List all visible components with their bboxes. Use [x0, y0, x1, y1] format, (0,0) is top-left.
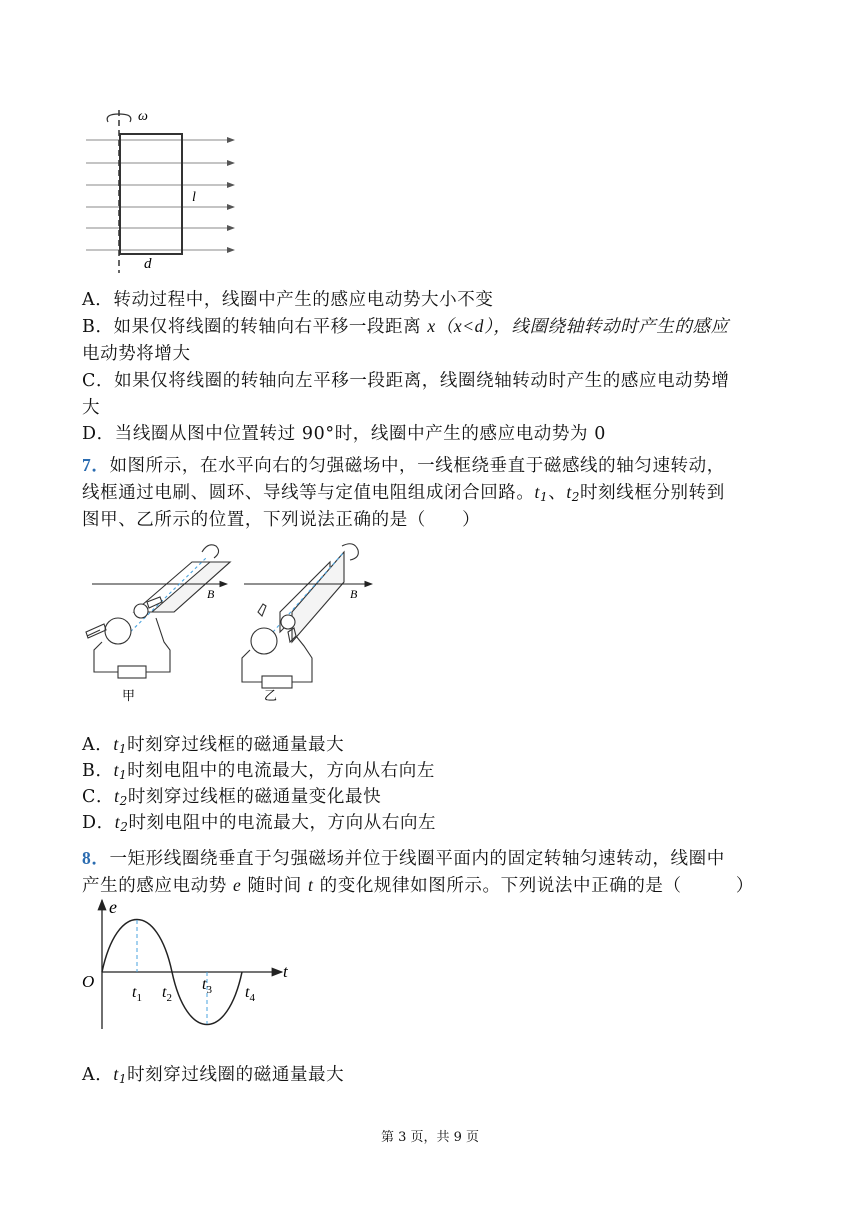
t-sub-2: 2: [119, 794, 128, 808]
t-sub-1: 1: [118, 1072, 128, 1086]
q7-option-a-label: A．: [82, 735, 114, 755]
q8-stem-text2b: 随时间: [241, 876, 308, 896]
t-sub-1: 1: [119, 768, 128, 782]
q6-option-b-line1: [82, 313, 729, 338]
tick-t4: $t_4$: [245, 984, 255, 1004]
q8-option-a-label: A．: [82, 1065, 114, 1085]
q7-option-a-text: 时刻穿过线框的磁通量最大: [127, 735, 345, 755]
q8-option-a: [82, 1061, 344, 1086]
t-sub-2: 2: [571, 490, 581, 504]
q7-option-d: [82, 809, 436, 834]
q6-option-c-line2: 大: [82, 398, 101, 418]
q7-stem-text2a: 线框通过电刷、圆环、导线等与定值电阻组成闭合回路。: [82, 483, 535, 503]
q6-option-c-line1: C．如果仅将线圈的转轴向左平移一段距离，线圈绕轴转动时产生的感应电动势增: [82, 371, 730, 391]
tick-t2: $t_2$: [162, 984, 172, 1004]
generator-figure: [82, 532, 382, 707]
q7-stem-text1: 如图所示，在水平向右的匀强磁场中，一线框绕垂直于磁感线的轴匀速转动，: [109, 456, 725, 476]
q6-option-b-expr: x（x<d），线圈绕轴转动时产生的感应: [427, 316, 729, 336]
origin-label: O: [82, 972, 95, 991]
t-symbol: t: [566, 482, 572, 502]
q6-option-d: D．当线圈从图中位置转过 90°时，线圈中产生的感应电动势为 0: [82, 424, 607, 444]
q7-option-b-text: 时刻电阻中的电流最大，方向从右向左: [127, 761, 435, 781]
q7-option-c: [82, 783, 381, 808]
q6-option-b-text: B．如果仅将线圈的转轴向右平移一段距离: [82, 317, 428, 337]
q8-stem-text2c: 的变化规律如图所示。下列说法中正确的是（ ）: [313, 876, 755, 896]
t-symbol: t: [114, 812, 121, 832]
q8-stem-line2: [82, 872, 754, 897]
axis-e-label: e: [109, 897, 117, 917]
coil-field-figure: [82, 108, 252, 273]
q7-option-b-label: B．: [82, 761, 114, 781]
q8-stem-text2a: 产生的感应电动势: [82, 876, 233, 896]
d-label: d: [144, 256, 152, 272]
q7-option-a: [82, 731, 344, 756]
q8-stem-e: e: [232, 875, 242, 895]
q7-stem-text2b: 时刻线框分别转到: [580, 483, 725, 503]
q8-number: 8．: [82, 848, 110, 868]
t-symbol: t: [113, 760, 120, 780]
b-label-jia: B: [207, 587, 215, 601]
q8-stem-text1: 一矩形线圈绕垂直于匀强磁场并位于线圈平面内的固定转轴匀速转动，线圈中: [109, 849, 725, 869]
t-symbol: t: [113, 1064, 119, 1084]
axis-t-label: t: [283, 962, 288, 981]
q7-stem-line2: [82, 479, 725, 504]
figure-jia: [86, 545, 230, 678]
emf-time-graph: [82, 897, 302, 1032]
tick-t3: $t_3$: [202, 976, 212, 996]
tick-t1: $t_1$: [132, 984, 142, 1004]
label-yi: 乙: [264, 689, 278, 704]
t-sub-1: 1: [118, 742, 128, 756]
q7-stem-line1: [82, 452, 725, 477]
q8-stem-line1: [82, 845, 725, 870]
figure-yi: [242, 544, 372, 688]
q7-option-c-text: 时刻穿过线框的磁通量变化最快: [127, 787, 382, 807]
page-footer: 第 3 页，共 9 页: [380, 1130, 480, 1145]
q7-number: 7．: [82, 455, 110, 475]
q6-option-a: A．转动过程中，线圈中产生的感应电动势大小不变: [82, 290, 494, 310]
q6-option-b-line2: 电动势将增大: [82, 344, 191, 364]
q8-option-a-text: 时刻穿过线圈的磁通量最大: [127, 1065, 345, 1085]
b-label-yi: B: [350, 587, 358, 601]
t-symbol: t: [534, 482, 540, 502]
t-symbol: t: [114, 786, 120, 806]
q7-stem-line3: 图甲、乙所示的位置，下列说法正确的是（ ）: [82, 510, 481, 530]
separator: 、: [548, 483, 567, 503]
q8-stem-t: t: [307, 875, 314, 895]
label-jia: 甲: [122, 689, 136, 704]
t-symbol: t: [113, 734, 119, 754]
omega-label: ω: [138, 109, 148, 124]
t-sub-1: 1: [539, 490, 549, 504]
t-sub-2: 2: [120, 820, 129, 834]
q7-option-d-label: D．: [82, 813, 115, 833]
q7-option-d-text: 时刻电阻中的电流最大，方向从右向左: [128, 813, 437, 833]
q7-option-b: [82, 757, 435, 782]
l-label: l: [192, 190, 196, 205]
q7-option-c-label: C．: [82, 787, 115, 807]
